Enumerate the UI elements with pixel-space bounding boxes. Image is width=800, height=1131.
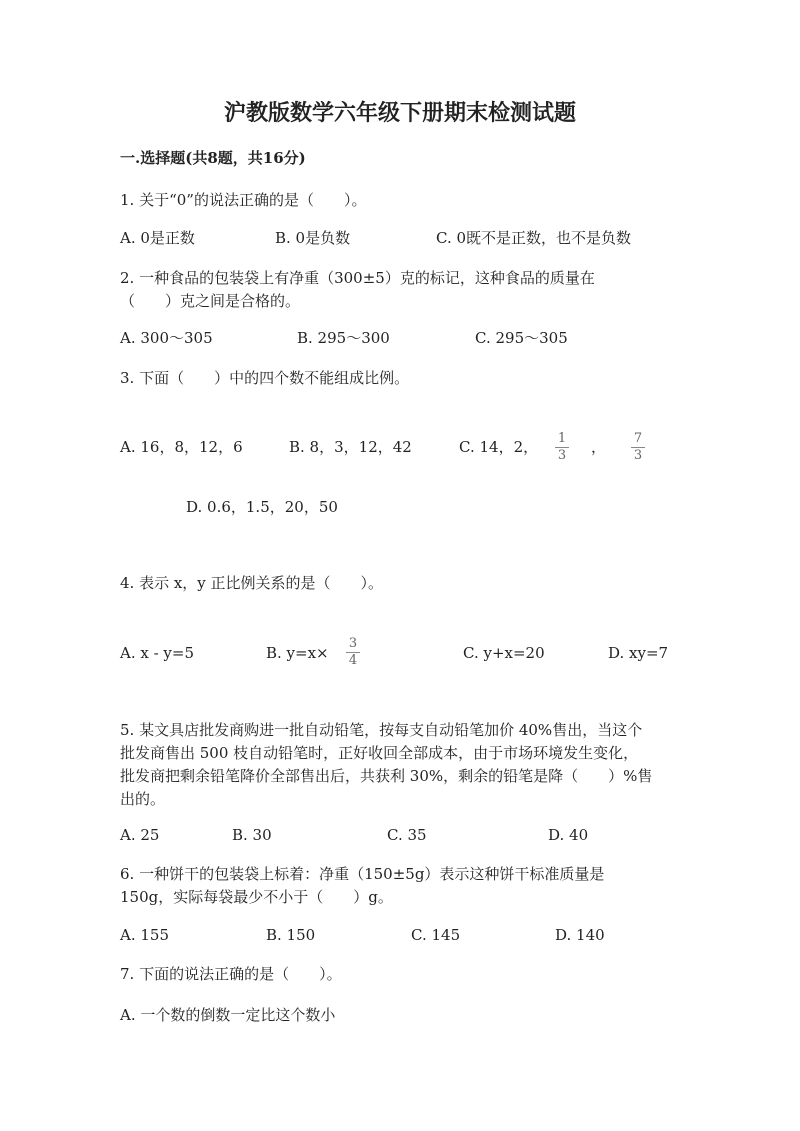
- question-2-option-c: C. 295～305: [475, 329, 568, 347]
- fraction-numerator: 7: [633, 431, 643, 446]
- question-3-option-b: B. 8，3，12，42: [289, 438, 412, 456]
- fraction-numerator: 3: [348, 636, 358, 651]
- question-6-stem-line-2: 150g，实际每袋最少不小于（ ）g。: [120, 888, 393, 906]
- question-4-option-d: D. xy=7: [608, 644, 669, 662]
- question-5-stem-line-4: 出的。: [120, 790, 166, 808]
- fraction-denominator: 4: [348, 653, 358, 668]
- question-6-option-d: D. 140: [555, 926, 605, 944]
- question-2-stem-line-1: 2. 一种食品的包装袋上有净重（300±5）克的标记，这种食品的质量在: [120, 269, 595, 287]
- question-5-stem-line-1: 5. 某文具店批发商购进一批自动铅笔，按每支自动铅笔加价 40%售出，当这个: [120, 721, 643, 739]
- question-2-option-b: B. 295～300: [297, 329, 390, 347]
- question-6-stem-line-1: 6. 一种饼干的包装袋上标着：净重（150±5g）表示这种饼干标准质量是: [120, 865, 605, 883]
- question-6-option-a: A. 155: [120, 926, 169, 944]
- question-2-option-a: A. 300～305: [120, 329, 213, 347]
- question-2-stem-line-2: （ ）克之间是合格的。: [120, 292, 301, 310]
- question-5-option-b: B. 30: [232, 826, 272, 844]
- question-5-option-c: C. 35: [387, 826, 427, 844]
- fraction-denominator: 3: [633, 448, 643, 463]
- question-4-fraction: [343, 637, 363, 668]
- question-3-stem: 3. 下面（ ）中的四个数不能组成比例。: [120, 369, 410, 387]
- question-4-option-b: B. y=x×: [266, 644, 329, 662]
- question-3-option-a: A. 16，8，12，6: [120, 438, 243, 456]
- question-1-option-a: A. 0是正数: [120, 229, 195, 247]
- question-5-stem-line-3: 批发商把剩余铅笔降价全部售出后，共获利 30%，剩余的铅笔是降（ ）%售: [120, 767, 653, 785]
- question-4-stem: 4. 表示 x，y 正比例关系的是（ ）。: [120, 574, 384, 592]
- question-3-option-d: D. 0.6，1.5，20，50: [186, 498, 338, 516]
- fraction-numerator: 1: [557, 431, 567, 446]
- question-1-stem: 1. 关于“0”的说法正确的是（ ）。: [120, 191, 367, 209]
- question-3-fraction-2: [628, 432, 648, 463]
- question-5-option-d: D. 40: [548, 826, 589, 844]
- question-5-option-a: A. 25: [120, 826, 160, 844]
- page-title: 沪教版数学六年级下册期末检测试题: [223, 100, 576, 126]
- question-6-option-c: C. 145: [411, 926, 461, 944]
- fraction-denominator: 3: [557, 448, 567, 463]
- question-4-option-c: C. y+x=20: [463, 644, 545, 662]
- question-4-option-a: A. x - y=5: [120, 644, 195, 662]
- question-1-option-c: C. 0既不是正数，也不是负数: [436, 229, 632, 247]
- section-heading: 一.选择题(共8题，共16分): [120, 149, 306, 167]
- question-7-stem: 7. 下面的说法正确的是（ ）。: [120, 965, 342, 983]
- question-3-option-c-separator: ，: [591, 438, 607, 456]
- question-3-fraction-1: [552, 432, 572, 463]
- question-7-option-a: A. 一个数的倒数一定比这个数小: [120, 1006, 336, 1024]
- question-6-option-b: B. 150: [266, 926, 316, 944]
- question-5-stem-line-2: 批发商售出 500 枝自动铅笔时，正好收回全部成本，由于市场环境发生变化，: [120, 744, 639, 762]
- question-3-option-c: C. 14，2，: [459, 438, 539, 456]
- question-1-option-b: B. 0是负数: [275, 229, 351, 247]
